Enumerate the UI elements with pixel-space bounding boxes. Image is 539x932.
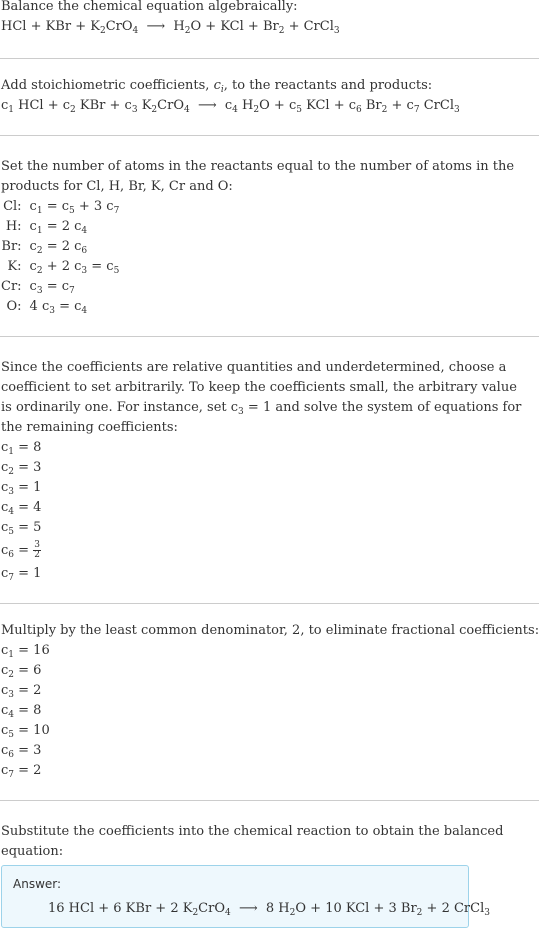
element-label: Br: [1, 239, 22, 254]
coefficient-value: $c_4 = 8$ [1, 703, 42, 720]
fraction: $\frac{3}{2}$ [34, 540, 40, 560]
coefficient-value: $c_2 = 6$ [1, 663, 42, 680]
unbalanced-equation: HCl + KBr + $K_2CrO_4$ ⟶ $H_2O$ + KCl + $Br_2$ + CrCl$_3$ [1, 19, 340, 36]
coefficient-value: $c_1 = 16$ [1, 643, 50, 660]
balance-equation: $c_3 = c_7$ [29, 279, 75, 296]
coefficient-value: $c_5 = 10$ [1, 723, 50, 740]
coefficient-value: $c_7 = 1$ [1, 566, 42, 583]
coefficient-value: $c_3 = 2$ [1, 683, 42, 700]
balance-equation: 4 $c_3 = c_4$ [29, 299, 88, 316]
balanced-equation: 16 HCl + 6 KBr + 2 $K_2CrO_4$ ⟶ 8 $H_2O + 10$ KCl + 3 $Br_2 + 2$ CrCl$_3$ [48, 901, 490, 918]
element-label: H: [5, 219, 22, 234]
balance-equation: $c_1 = c_5 + 3$ $c_7$ [29, 199, 120, 216]
coefficient-value: $c_5 = 5$ [1, 520, 42, 537]
coefficients-intro: Add stoichiometric coefficients, $c_i$, to the reactants and products: [1, 78, 433, 95]
section-solve [0, 358, 531, 584]
answer-intro: Substitute the coefficients into the chemical reaction to obtain the balanced equation: [1, 824, 504, 859]
problem-intro: Balance the chemical equation algebraically: [1, 0, 298, 14]
divider [0, 58, 539, 59]
section-atom-balance [0, 157, 521, 317]
balance-row-h [1, 217, 119, 237]
balance-equation: $c_2 + 2$ $c_3 = c_5$ [29, 259, 120, 276]
section-coefficients [0, 76, 460, 116]
coefficient-value: $c_6 = 3$ [1, 743, 42, 760]
balance-row-br [1, 237, 119, 257]
section-problem [0, 0, 340, 37]
atom-balance-intro: Set the number of atoms in the reactants equal to the number of atoms in the products for Cl, H, Br, K, Cr and O: [1, 159, 515, 194]
balance-row-cr [1, 277, 119, 297]
coefficient-value: $c_4 = 4$ [1, 500, 42, 517]
coefficient-value: $c_6$ = $\frac{3}{2}$ [1, 540, 40, 560]
element-label: Cl: [3, 199, 22, 214]
element-label: O: [6, 299, 22, 314]
divider [0, 603, 539, 604]
coefficient-equation: $c_1$ HCl + $c_2$ KBr + $c_3$ $K_2CrO_4$ ⟶ $c_4$ $H_2O + c_5$ KCl + $c_6$ $Br_2 + c_7$ CrCl$_3$ [1, 98, 460, 115]
divider [0, 800, 539, 801]
coefficient-value: $c_7 = 2$ [1, 763, 42, 780]
element-label: K: [7, 259, 22, 274]
answer-box [1, 865, 490, 928]
element-label: Cr: [1, 279, 22, 294]
balance-row-o [1, 297, 119, 317]
balance-row-k [1, 257, 119, 277]
coefficient-value: $c_1 = 8$ [1, 440, 42, 457]
section-answer [0, 822, 511, 862]
balance-equation: $c_1 = 2$ $c_4$ [29, 219, 88, 236]
coefficient-value: $c_2 = 3$ [1, 460, 42, 477]
answer-label: Answer: [13, 877, 62, 891]
balance-row-cl [1, 197, 119, 217]
section-lcd [0, 621, 539, 781]
atom-balance-table [1, 197, 119, 317]
balance-equation: $c_2 = 2$ $c_6$ [29, 239, 88, 256]
lcd-intro: Multiply by the least common denominator, 2, to eliminate fractional coefficients: [1, 623, 539, 638]
solve-intro: Since the coefficients are relative quantities and underdetermined, choose a coefficient to set arbitrarily. To keep the coefficients small, the arbitrary value is ordinarily one. For instance, set $c_3 = 1$ and solve the system of equations for the remaining coefficients: [1, 360, 522, 435]
divider [0, 135, 539, 136]
coefficient-value: $c_3 = 1$ [1, 480, 42, 497]
divider [0, 336, 539, 337]
